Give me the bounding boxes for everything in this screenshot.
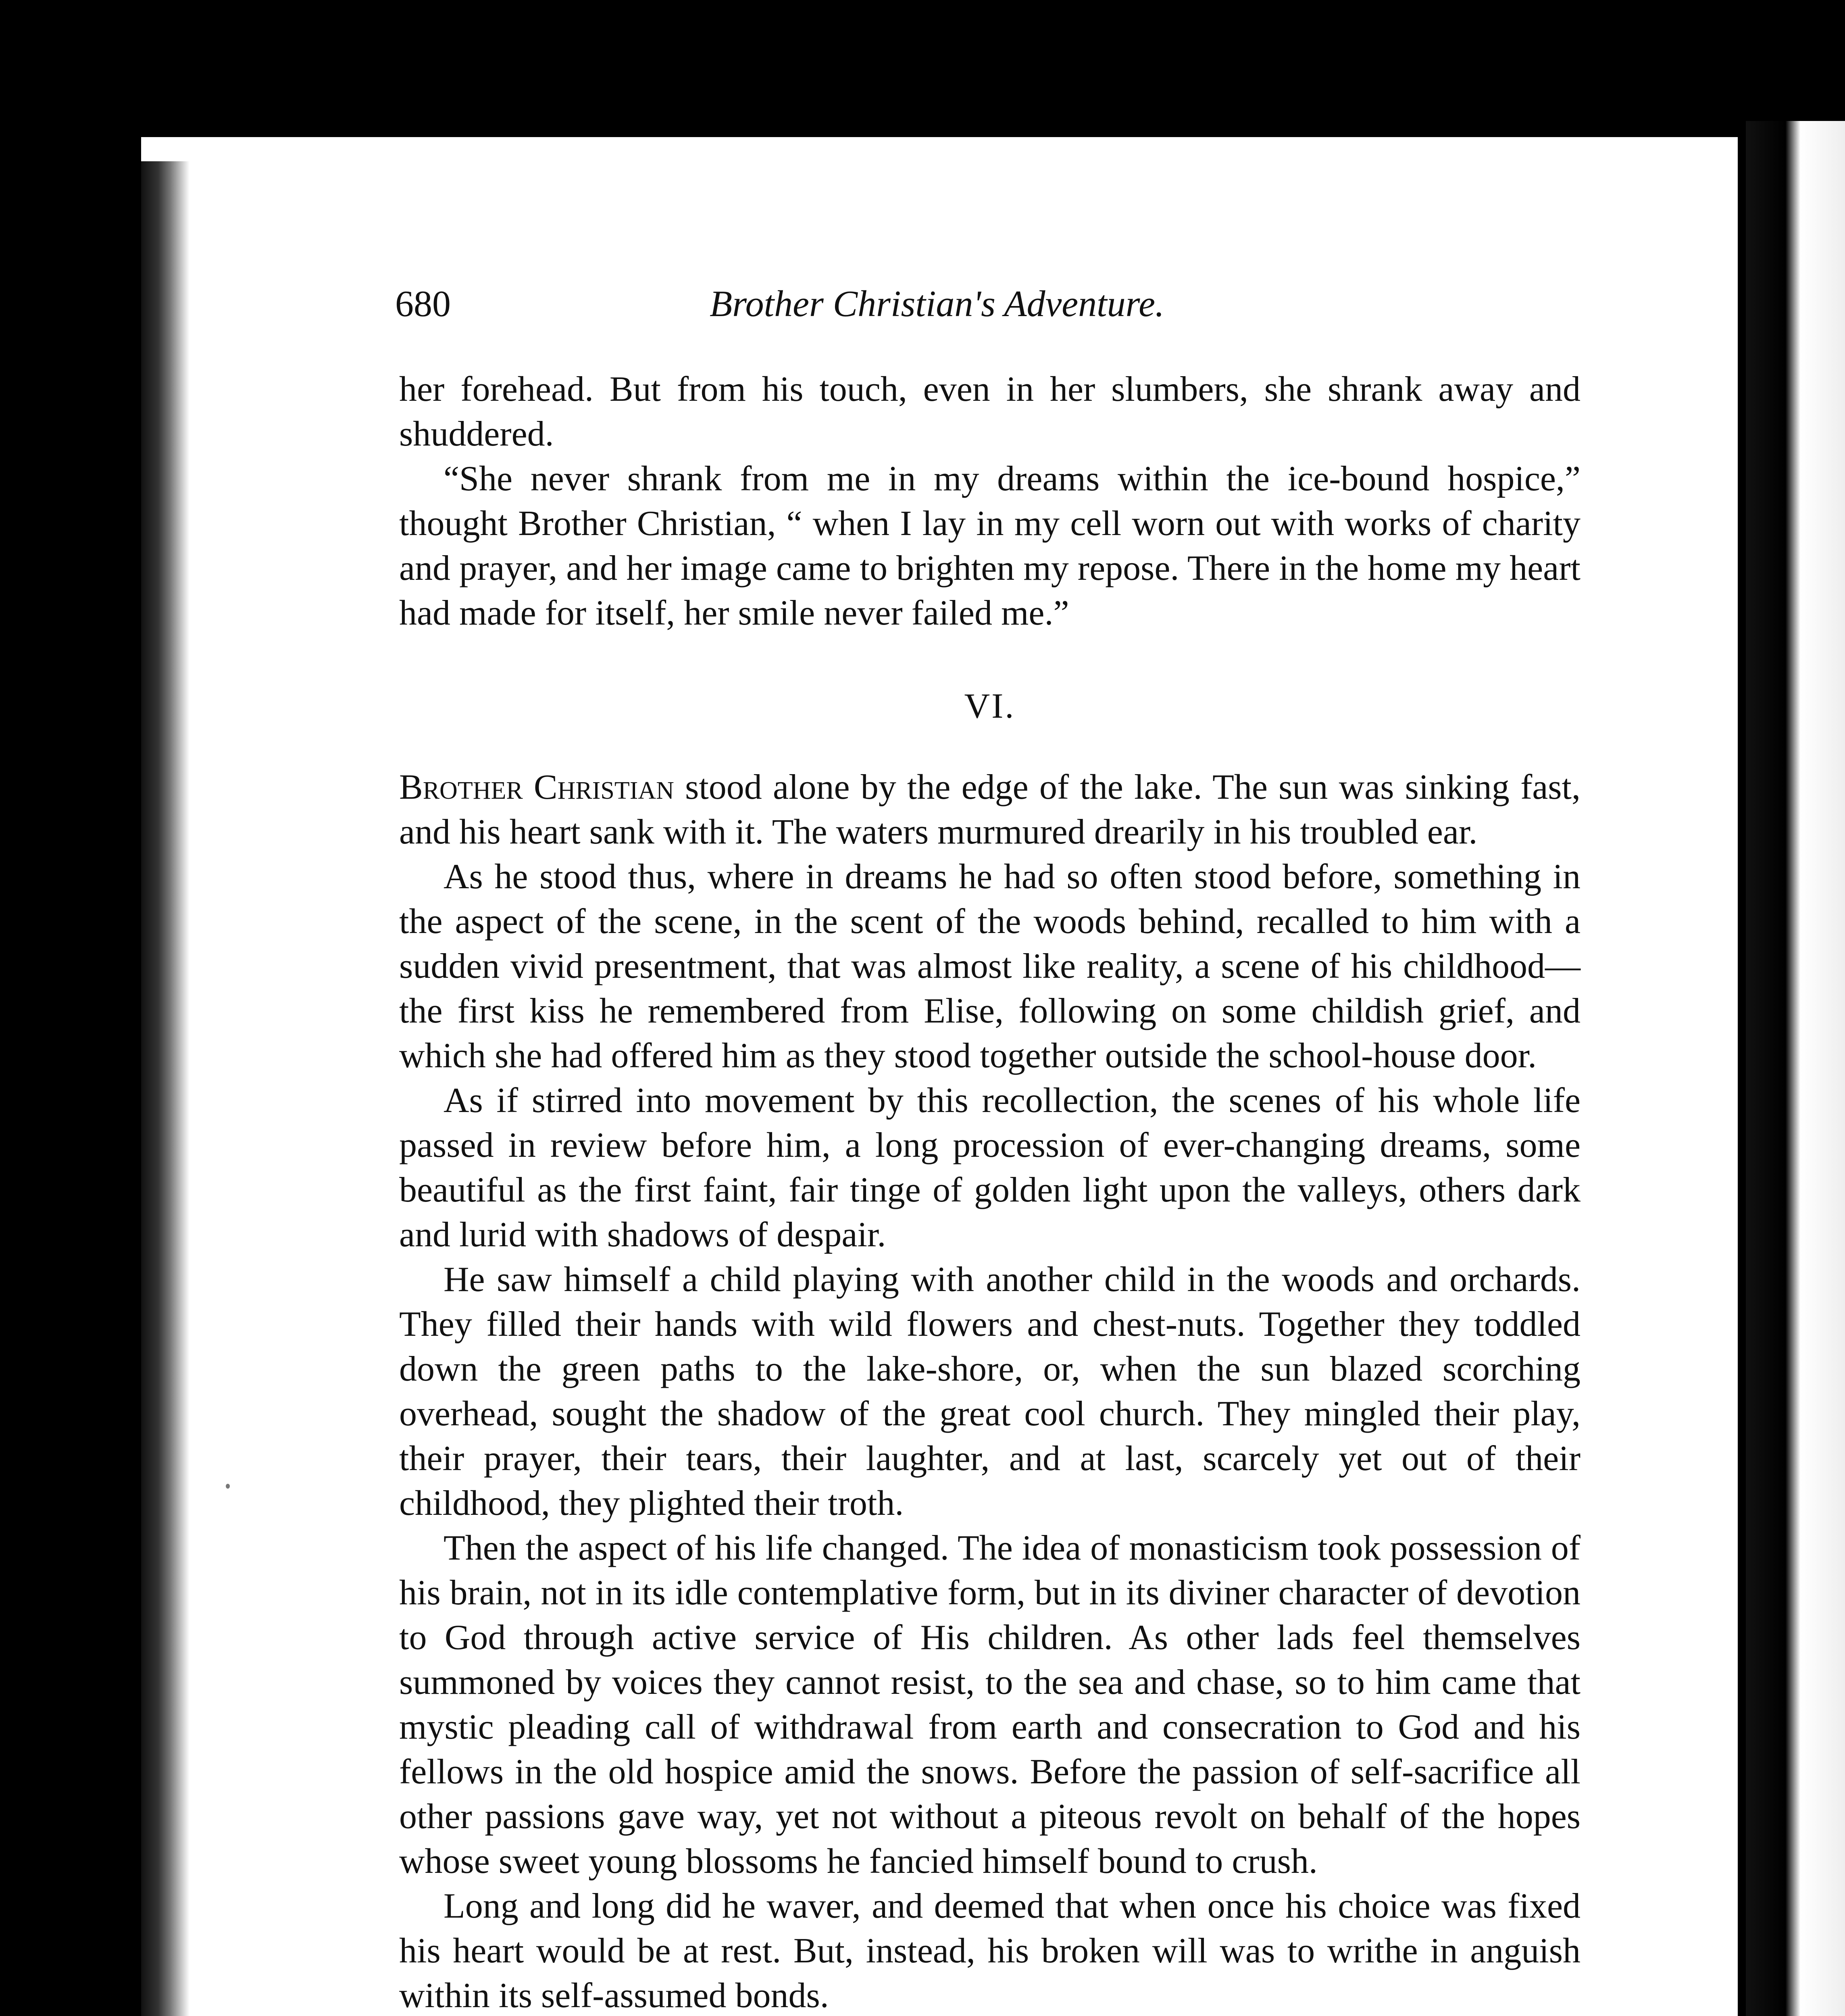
paragraph-text: stood alone by the edge of the lake. The sun was sinking fast, and his heart sank with it. The waters murmured drearily in his troubled ear. bbox=[399, 768, 1581, 852]
running-title: Brother Christian's Adventure. bbox=[710, 283, 1164, 324]
paragraph: He saw himself a child playing with another child in the woods and orchards. They filled their hands with wild flowers and chest-nuts. Together they toddled down the green paths to the lake-shore, or, when the sun blazed scorching overhead, sought the shadow of the great cool church. They mingled their play, their prayer, their tears, their laughter, and at last, scarcely yet out of their childhood, they plighted their troth. bbox=[399, 1260, 1581, 1523]
running-head bbox=[395, 282, 1581, 347]
page-number: 680 bbox=[395, 283, 451, 324]
page-gutter bbox=[141, 161, 189, 2016]
opening-small-caps: Brother Christian bbox=[399, 768, 674, 807]
paragraph bbox=[399, 765, 1581, 854]
paragraph: “She never shrank from me in my dreams within the ice-bound hospice,” thought Brother Christian, “ when I lay in my cell worn out with works of charity and prayer, and her image came to brighten my repose. There in the home my heart had made for itself, her smile never failed me.” bbox=[399, 459, 1581, 633]
paragraph: As he stood thus, where in dreams he had so often stood before, something in the aspect of the scene, in the scent of the woods behind, recalled to him with a sudden vivid presentment, that was almost like reality, a scene of his childhood—the first kiss he remembered from Elise, following on some childish grief, and which she had offered him as they stood together outside the school-house door. bbox=[399, 857, 1581, 1075]
paragraph: As if stirred into movement by this recollection, the scenes of his whole life passed in review before him, a long procession of ever-changing dreams, some beautiful as the first faint, fair tinge of golden light upon the valleys, others dark and lurid with shadows of despair. bbox=[399, 1081, 1581, 1254]
adjacent-page-edge bbox=[1746, 121, 1845, 2016]
paragraph: Then the aspect of his life changed. The idea of monasticism took possession of his brain, not in its idle contemplative form, but in its diviner character of devotion to God through active service of His children. As other lads feel themselves summoned by voices they cannot resist, to the sea and chase, so to him came that mystic pleading call of withdrawal from earth and consecration to God and his fellows in the old hospice amid the snows. Before the passion of self-sacrifice all other passions gave way, yet not without a piteous revolt on behalf of the hopes whose sweet young blossoms he fancied himself bound to crush. bbox=[399, 1529, 1581, 1881]
section-heading: VI. bbox=[964, 687, 1016, 726]
dust-speck bbox=[226, 1484, 230, 1489]
paragraph: Long and long did he waver, and deemed that when once his choice was fixed his heart would be at rest. But, instead, his broken will was to writhe in anguish within its self-assumed bonds. bbox=[399, 1887, 1581, 2015]
paragraph: her forehead. But from his touch, even in her slumbers, she shrank away and shuddered. bbox=[399, 370, 1581, 454]
body-text bbox=[399, 367, 1581, 2016]
